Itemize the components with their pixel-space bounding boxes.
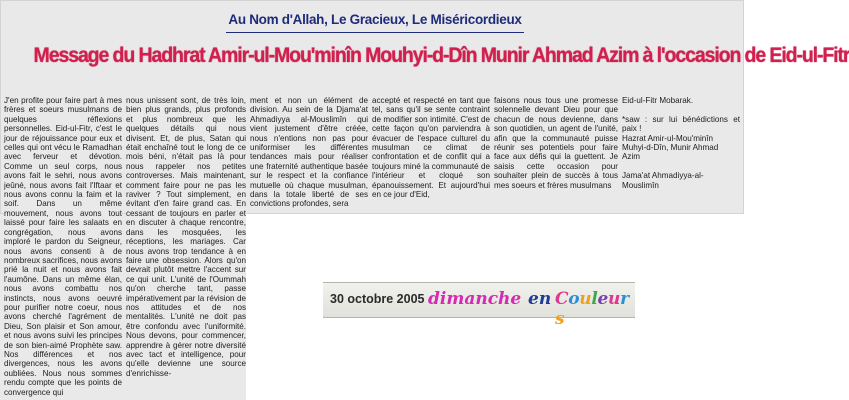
article-title: Message du Hadhrat Amir-ul-Mou'minîn Mouhyi-d-Dîn Munir Ahmad Azim à l'occasion de Eid-ul-Fitr (33, 44, 849, 67)
article-column-1: J'en profite pour faire part à mes frères et soeurs musulmans de quelques réflexions personnelles. Eid-ul-Fitr, c'est le jour de réjouissance pour eux et celles qui ont vécu le Ramadhan avec ferveur et dévotion. Comme un seul corps, nous avons fait le sehri, nous avons jeûné, nous avons fait l'Iftaar et nous avons connu la faim et la soif. Dans un même mouvement, nous avons tout laissé pour faire les salaats en congrégation, nous avons imploré le pardon du Seigneur, nous avons consenti à de nombreux sacrifices, nous avons prié la nuit et nous avons fait l'aumône. Dans un même élan, nous avons combattu nos instincts, nous avons oeuvré pour purifier notre coeur, nous avons cherché l'agrément de Dieu, Son plaisir et Son amour, et nous avons suivi les principes de son bien-aimé Prophète saw. Nos différences et nos divergences, nous les avons oubliées. Nous nous sommes rendu compte que les points de convergence qui (4, 96, 122, 400)
article-column-2: nous unissent sont, de très loin, bien plus grands, plus profonds et plus nombreux que les quelques détails qui nous divisent. Et, de plus, Satan qui était enchaîné tout le long de ce mois béni, n'était pas là pour nous rappeler nos petites controverses. Mais maintenant, comment faire pour ne pas les raviver ? Tout simplement, en évitant d'en faire grand cas. En cessant de toujours en parler et en discuter à chaque rencontre, dans les mosquées, les réceptions, les mariages. Car nous avons trop tendance à en faire une obsession. Alors qu'on devrait plutôt mettre l'accent sur ce qui unit. L'unité de l'Oummah qu'on cherche tant, passe impérativement par la révision de nos attitudes et de nos mentalités. L'unité ne doit pas être confondu avec l'uniformité. Nous devons, pour commencer, apprendre à gérer notre diversité avec tact et intelligence, pour qu'elle devienne une source d'enrichisse- (126, 96, 246, 400)
header-bismillah: Au Nom d'Allah, Le Gracieux, Le Miséricordieux (228, 12, 522, 27)
article-column-3: ment et non un élément de division. Au sein de la Djama'at Ahmadiyya al-Mouslimîn qui vient justement d'être créée, nous n'entions non pas pour uniformiser les différentes tendances mais pour réaliser une fraternité authentique basée sur le respect et la confiance mutuelle où chaque musulman, dans la totale liberté de ses convictions profondes, sera (250, 96, 368, 209)
banner-letter: l (591, 289, 598, 309)
banner-word-dimanche: dimanche (428, 289, 522, 309)
header-underline (226, 32, 524, 33)
banner-letter: s (555, 309, 565, 329)
banner-letter: C (555, 289, 569, 309)
date-banner (323, 282, 635, 329)
banner-letter: u (579, 289, 592, 309)
banner-word-en: en (528, 289, 552, 309)
article-column-5: faisons nous tous une promesse solennelle devant Dieu pour que chacun de nous devienne, dans son quotidien, un agent de l'unité, afin que la communauté puisse réunir ses potentiels pour faire face aux défis qui la guettent. Je saisis cette occasion pour souhaiter plein de succès à tous mes soeurs et frères musulmans (494, 96, 618, 190)
article-column-4: accepté et respecté en tant que tel, sans qu'il se sente contraint de modifier son intimité. C'est de cette façon qu'on parviendra à évacuer de l'espace culturel du musulman ce climat de confrontation et de conflit qui a toujours miné la communauté de l'intérieur et cloqué son épanouissement. Et aujourd'hui en ce jour d'Eid, (372, 96, 490, 200)
banner-letter: o (568, 289, 580, 309)
article-column-6: Eid-ul-Fitr Mobarak. *saw : sur lui bénédictions et paix ! Hazrat Amir-ul-Mou'minîn Muhyi-d-Dîn, Munir Ahmad Azim Jama'at Ahmadiyya-al- Mouslimîn (622, 96, 740, 190)
banner-date: 30 octobre 2005 (330, 292, 425, 306)
banner-letter: u (608, 289, 621, 309)
banner-word-couleurs (555, 289, 635, 329)
banner-letter: e (597, 289, 609, 309)
banner-letter: r (620, 289, 629, 309)
